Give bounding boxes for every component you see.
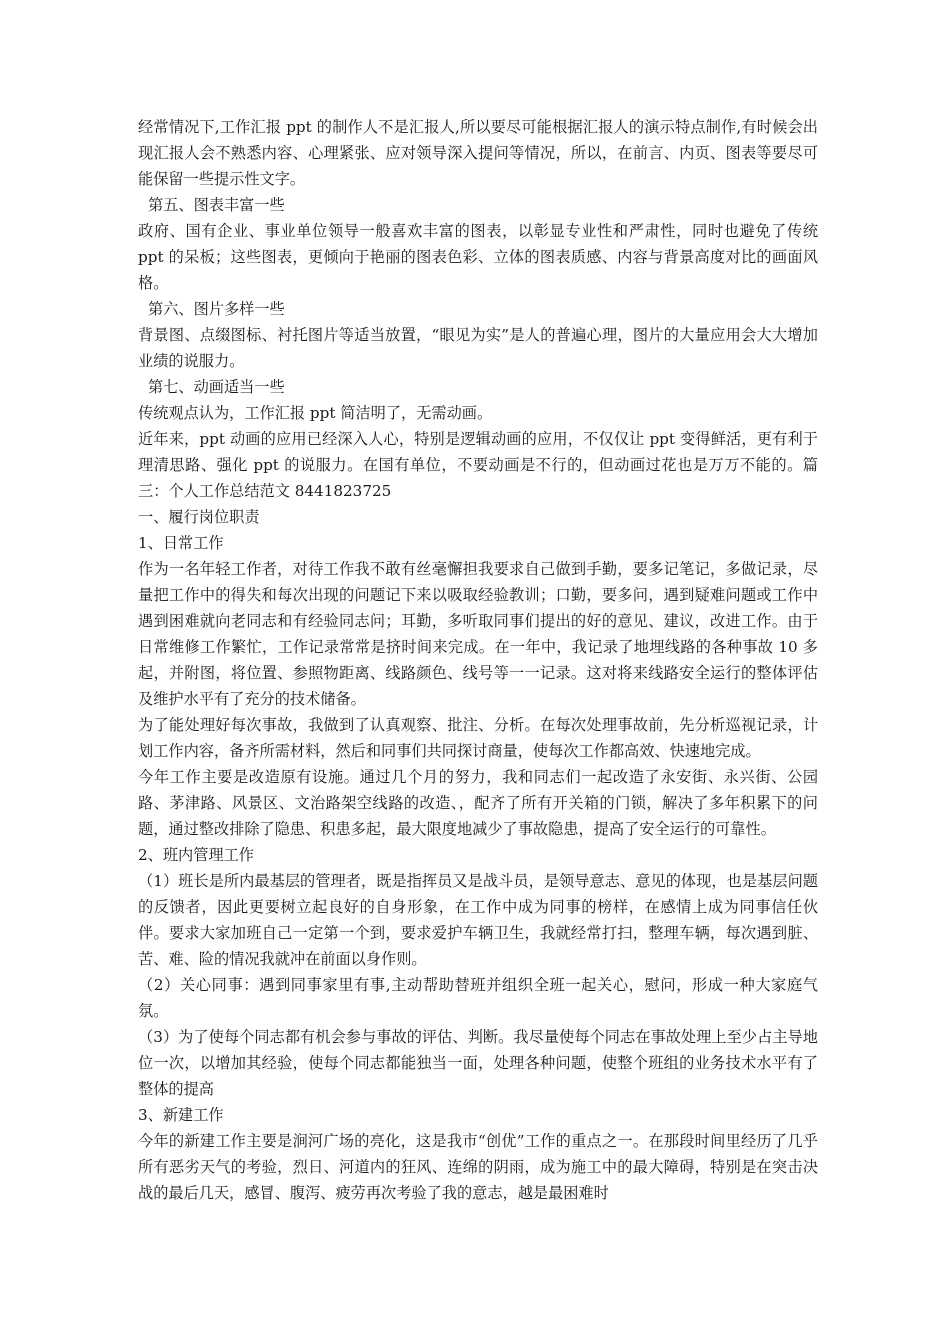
paragraph: 今年的新建工作主要是涧河广场的亮化，这是我市“创优”工作的重点之一。在那段时间里经历了几乎所有恶劣天气的考验，烈日、河道内的狂风、连绵的阴雨，成为施工中的最大障碍，特别是在突击决战的最后几天，感冒、腹泻、疲劳再次考验了我的意志，越是最困难时 (138, 1132, 818, 1202)
paragraph: 经常情况下,工作汇报 ppt 的制作人不是汇报人,所以要尽可能根据汇报人的演示特点制作,有时候会出现汇报人会不熟悉内容、心理紧张、应对领导深入提问等情况，所以，在前言、内页、图表等要尽可能保留一些提示性文字。 (138, 118, 818, 188)
section-heading: 第六、图片多样一些 (148, 300, 285, 318)
list-item: （2）关心同事：遇到同事家里有事,主动帮助替班并组织全班一起关心，慰问，形成一种大家庭气氛。 (138, 976, 818, 1020)
section-heading: 一、履行岗位职责 (138, 508, 260, 526)
paragraph: 今年工作主要是改造原有设施。通过几个月的努力，我和同志们一起改造了永安街、永兴街、公园路、茅津路、风景区、文治路架空线路的改造、，配齐了所有开关箱的门锁，解决了多年积累下的问题，通过整改排除了隐患、积患多起，最大限度地减少了事故隐患，提高了安全运行的可靠性。 (138, 768, 818, 838)
document-body (138, 114, 818, 1206)
paragraph: 作为一名年轻工作者，对待工作我不敢有丝毫懈担我要求自己做到手勤，要多记笔记，多做记录，尽量把工作中的得失和每次出现的问题记下来以吸取经验教训；口勤，要多问，遇到疑难问题或工作中遇到困难就向老同志和有经验同志问；耳勤，多听取同事们提出的好的意见、建议，改进工作。由于日常维修工作繁忙，工作记录常常是挤时间来完成。在一年中，我记录了地埋线路的各种事故 10 多起，并附图，将位置、参照物距离、线路颜色、线号等一一记录。这对将来线路安全运行的整体评估及维护水平有了充分的技术储备。 (138, 560, 818, 708)
paragraph: 传统观点认为，工作汇报 ppt 简洁明了，无需动画。 (138, 404, 493, 422)
paragraph: 为了能处理好每次事故，我做到了认真观察、批注、分析。在每次处理事故前，先分析巡视记录，计划工作内容，备齐所需材料，然后和同事们共同探讨商量，使每次工作都高效、快速地完成。 (138, 716, 818, 760)
paragraph: 背景图、点缀图标、衬托图片等适当放置，“眼见为实”是人的普遍心理，图片的大量应用会大大增加业绩的说服力。 (138, 326, 818, 370)
list-item: （1）班长是所内最基层的管理者，既是指挥员又是战斗员，是领导意志、意见的体现，也是基层问题的反馈者，因此更要树立起良好的自身形象，在工作中成为同事的榜样，在感情上成为同事信任伙伴。要求大家加班自己一定第一个到，要求爱护车辆卫生，我就经常打扫，整理车辆，每次遇到脏、苦、难、险的情况我就冲在前面以身作则。 (138, 872, 818, 968)
section-heading: 第七、动画适当一些 (148, 378, 285, 396)
section-heading: 第五、图表丰富一些 (148, 196, 285, 214)
paragraph: 政府、国有企业、事业单位领导一般喜欢丰富的图表，以彰显专业性和严肃性，同时也避免了传统 ppt 的呆板；这些图表，更倾向于艳丽的图表色彩、立体的图表质感、内容与背景高度对比的画面风格。 (138, 222, 818, 292)
subsection-heading: 2、班内管理工作 (138, 846, 254, 864)
subsection-heading: 1、日常工作 (138, 534, 224, 552)
subsection-heading: 3、新建工作 (138, 1106, 224, 1124)
list-item: （3）为了使每个同志都有机会参与事故的评估、判断。我尽量使每个同志在事故处理上至少占主导地位一次，以增加其经验，使每个同志都能独当一面，处理各种问题，使整个班组的业务技术水平有了整体的提高 (138, 1028, 818, 1098)
paragraph: 近年来，ppt 动画的应用已经深入人心，特别是逻辑动画的应用，不仅仅让 ppt 变得鲜活，更有利于理清思路、强化 ppt 的说服力。在国有单位，不要动画是不行的，但动画过花也是万万不能的。篇三：个人工作总结范文 8441823725 (138, 430, 818, 500)
